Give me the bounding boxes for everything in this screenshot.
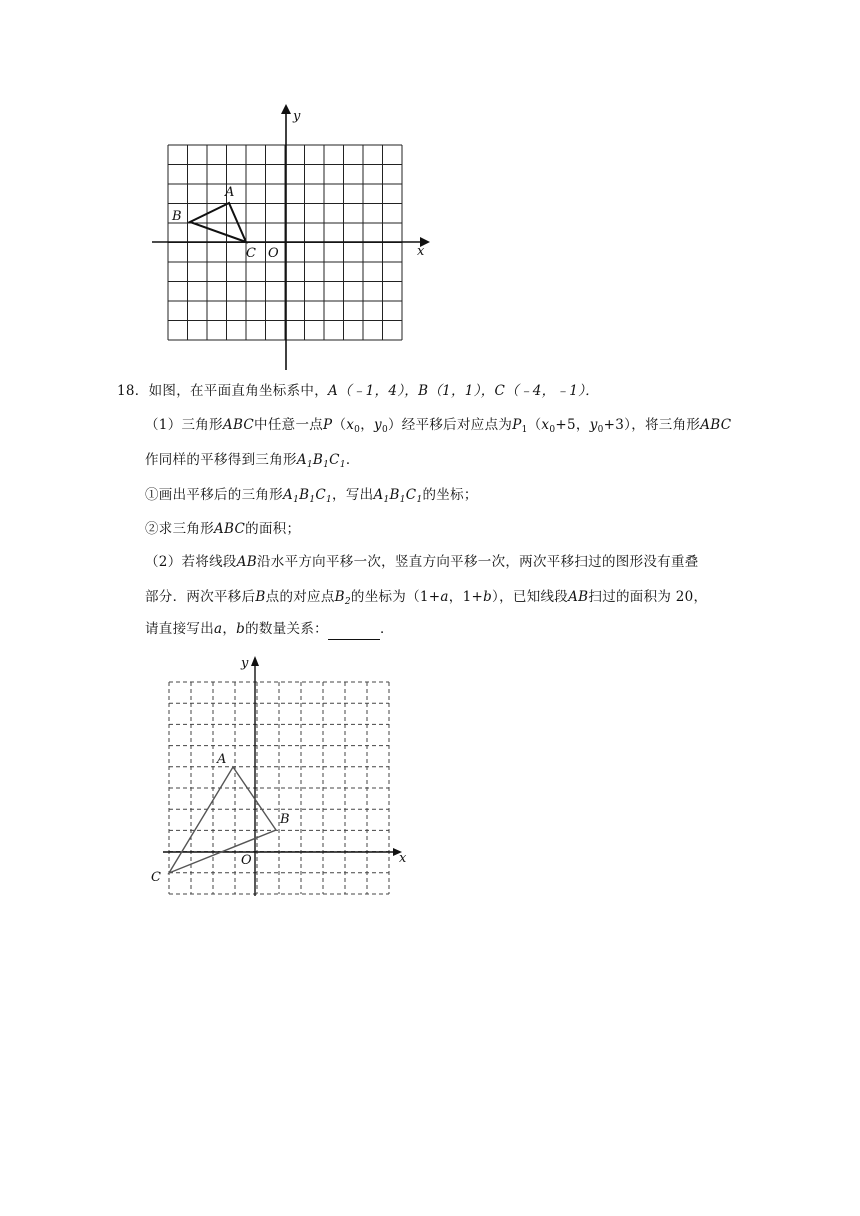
text-run: ②求三角形 <box>145 521 214 537</box>
math-ab: AB <box>236 554 257 570</box>
triangle-abc <box>169 767 276 873</box>
text-run: 点的对应点 <box>265 589 335 605</box>
y-axis-arrow <box>251 656 259 666</box>
text-run: 的数量关系： <box>245 621 328 637</box>
text-run: +5， <box>555 417 590 433</box>
origin-label: O <box>268 246 279 261</box>
point-c-label: C <box>151 870 161 885</box>
text-run: ，1+ <box>448 589 484 605</box>
point-b-label: B <box>280 812 290 827</box>
point-b-label: B <box>172 209 182 224</box>
math-b-var: b <box>236 621 246 637</box>
math-ab: AB <box>568 589 589 605</box>
text-run: （2）若将线段 <box>145 554 237 570</box>
text-run: y <box>374 417 382 433</box>
text-run: ． <box>379 621 394 637</box>
figure-2-coordinate-grid <box>145 650 425 905</box>
text-run: +3），将三角形 <box>603 417 701 433</box>
part1-line2 <box>145 450 360 470</box>
math-b2: $B_2$ <box>334 589 351 607</box>
text-run: 扫过的面积为 20， <box>588 589 708 605</box>
math-a1b1c1: $A_1B_1C_1$ <box>283 487 333 505</box>
point-a-label: A <box>217 752 227 767</box>
problem-stem <box>117 381 599 401</box>
text-run: ）经平移后对应点为 <box>387 417 513 433</box>
origin-label: O <box>241 853 252 868</box>
text-run: 的坐标为（1+ <box>350 589 441 605</box>
text-run: 请直接写出 <box>145 621 214 637</box>
math-a: a <box>440 589 449 605</box>
problem-stem-prefix: 如图，在平面直角坐标系中， <box>148 383 328 399</box>
part2-line1 <box>145 552 699 572</box>
text-run: 作同样的平移得到三角形 <box>145 452 297 468</box>
math-abc: ABC <box>214 521 246 537</box>
text-run: （ <box>527 417 542 433</box>
text-run: ， <box>222 621 237 637</box>
text-run: 的面积； <box>245 521 301 537</box>
period: ． <box>345 452 360 468</box>
text-run: 沿水平方向平移一次，竖直方向平移一次，两次平移扫过的图形没有重叠 <box>256 554 699 570</box>
figure-2-svg <box>145 650 425 905</box>
text-run: （1）三角形 <box>145 417 223 433</box>
math-b: B <box>255 589 266 605</box>
math-a1b1c1: $A_1B_1C_1$ <box>373 487 423 505</box>
y-axis-label: y <box>293 109 301 124</box>
part2-line2 <box>145 587 707 607</box>
problem-stem-points: A（﹣1，4），B（1，1），C（﹣4，﹣1）． <box>328 383 599 399</box>
text-run: x <box>346 417 355 433</box>
point-a-label: A <box>225 185 235 200</box>
dashed-grid-lines <box>169 682 389 894</box>
text-run: x <box>541 417 550 433</box>
subscript: 0 <box>354 425 361 435</box>
subscript: 0 <box>597 425 604 435</box>
text-run: ， <box>360 417 375 433</box>
text-run: ABC <box>700 417 732 433</box>
y-axis-arrow <box>281 104 291 114</box>
figure-1-coordinate-grid <box>150 100 440 375</box>
text-run: 的坐标； <box>422 487 478 503</box>
x-axis-label: x <box>417 244 425 259</box>
answer-blank[interactable] <box>328 619 380 640</box>
text-run: ABC <box>222 417 255 433</box>
text-run: 中任意一点 <box>254 417 324 433</box>
x-axis-label: x <box>399 851 407 866</box>
point-c-label: C <box>246 246 256 261</box>
text-run: ，写出 <box>332 487 374 503</box>
text-run: P <box>323 417 333 433</box>
y-axis-label: y <box>241 656 249 671</box>
sub-question-2 <box>145 519 300 539</box>
problem-number: 18． <box>117 383 149 399</box>
math-a: a <box>214 621 223 637</box>
figure-1-svg <box>150 100 440 375</box>
text-run: ①画出平移后的三角形 <box>145 487 283 503</box>
math-b-var: b <box>483 589 493 605</box>
text-run: y <box>589 417 598 433</box>
text-run: 部分．两次平移后 <box>145 589 256 605</box>
part2-line3 <box>145 619 394 640</box>
subscript: 1 <box>521 425 528 435</box>
sub-question-1 <box>145 485 478 505</box>
part1-line1 <box>145 415 731 435</box>
text-run: P <box>512 417 522 433</box>
math-a1b1c1: $A_1B_1C_1$ <box>296 452 346 470</box>
subscript: 0 <box>381 425 388 435</box>
text-run: （ <box>332 417 347 433</box>
text-run: ），已知线段 <box>492 589 569 605</box>
subscript: 0 <box>549 425 556 435</box>
